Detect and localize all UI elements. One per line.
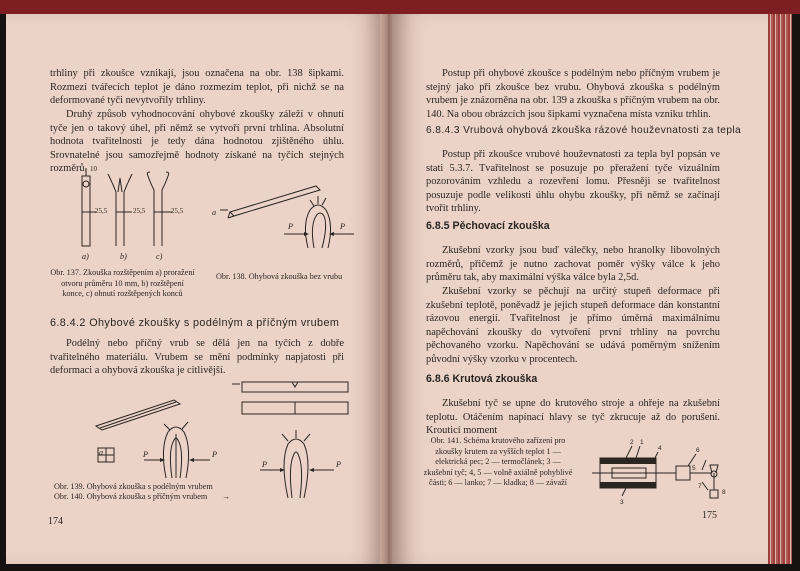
fig137-dim-b: 25,5 [133,207,146,215]
left-page-number: 174 [48,516,63,527]
right-paragraph-3: Zkušební vzorky jsou buď válečky, nebo hranolky libovolných rozměrů, přičemž je nutno zachovat poměr výšky válce k jeho průměru tak, aby maximální výška válce byla 2,5d. [426,245,720,284]
right-heading-686: 6.8.6 Krutová zkouška [426,373,538,385]
fig141-num-8: 8 [722,489,726,496]
fig137-label-c: c) [156,252,163,261]
right-paragraph-4: Zkušební vzorky se pěchují na určitý stupeň deformace při zkušební teplotě, poněvadž je jejich stupeň deformace dán konstantní rázovou energií. Tvařitelnost je přímo úměrná maximálnímu napěchování zkoušky do vytvoření první trhliny na povrchu pěchovaného vzorku. Napěchování se udává poměrným snížením původní výšky vzorku v procentech. [426,286,720,365]
left-paragraph-3: Podélný nebo příčný vrub se dělá jen na tyčích z dobře tvařitelného materiálu. Vrubem se mění podmínky napjatosti při deformaci a ohybová zkouška je citlivější. [50,338,344,377]
right-heading-6843: 6.8.4.3 Vrubová ohybová zkouška rázové houževnatosti za tepla [426,125,742,136]
left-section-heading: 6.8.4.2 Ohybové zkoušky s podélným a příčným vrubem [50,317,340,329]
fig138-label-p1: P [288,222,294,231]
book-cover-top [0,0,800,14]
fig137-label-b: b) [120,252,127,261]
figure-141-caption: Obr. 141. Schéma krutového zařízení pro zkoušky krutem za vyšších teplot 1 — elektrická pec; 2 — termočlánek; 3 — zkušební tyč; 4, 5 — volně axiálně pohyblivé části; 6 — lanko; 7 — kladka; 8 — závaží [423,436,573,488]
fig141-num-3: 3 [620,499,624,506]
fig140-arrow: → [222,492,231,501]
fig139-label-a: a [99,448,104,457]
right-heading-685: 6.8.5 Pěchovací zkouška [426,220,550,232]
fig141-num-7: 7 [698,483,702,490]
right-paragraph-5: Zkušební tyč se upne do krutového stroje a ohřeje na zkušební teplotu. Otáčením napínací hlavy se tyč zkrucuje až do porušení. Krouticí moment [426,398,720,437]
figure-137-caption: Obr. 137. Zkouška rozštěpením a) proražení otvoru průměru 10 mm, b) rozštěpení konce, c) ohnutí rozštěpených konců [50,268,195,299]
figure-140-drawing [230,378,360,508]
fig141-num-2: 2 [630,439,634,446]
left-paragraph-1: trhliny při zkoušce vznikají, jsou označena na obr. 138 šipkami. Rozmezí tvářecích teplot je dáno rozmezím teplot, při nichž se na deformované tyči nevytvořily trhliny. [50,68,344,107]
right-paragraph-1: Postup při ohybové zkoušce s podélným nebo příčným vrubem je stejný jako při zkoušce bez vrubu. Ohybová zkouška s podélným vrubem je znázorněna na obr. 139 a zkouška s příčným vrubem na obr. 140. Na obou obrázcích jsou šipkami vyznačena místa vzniku trhlin. [426,68,720,120]
fig138-label-p2: P [340,222,346,231]
right-paragraph-2: Postup při zkoušce vrubové houževnatosti za tepla byl popsán ve stati 5.3.7. Tvařitelnost se posuzuje po přeražení tyče vizuálním pozorováním vzhledu a rozevření lomu. Přesněji se tvařitelnost posuzuje podle velikosti úhlu ohybu zkoušky, při němž se začínají tvořit trhliny. [426,149,720,215]
figure-138-caption: Obr. 138. Ohybová zkouška bez vrubu [216,272,343,281]
fig137-dim-c: 25,5 [171,207,184,215]
figure-138-drawing [206,174,356,264]
fig141-num-6: 6 [696,447,700,454]
fig141-num-1: 1 [640,439,644,446]
right-page-number: 175 [702,510,717,521]
fig141-num-4: 4 [658,445,662,452]
left-paragraph-2: Druhý způsob vyhodnocování ohybové zkoušky záleží v ohnutí tyče jen o takový úhel, při němž se vytvoří první trhlina. Absolutní hodnota tvařitelnosti je tedy dána hodnotou zjištěného úhlu. Srovnatelné jsou samozřejmě hodnoty získané na tyčích stejných rozměrů. [50,109,344,175]
left-page [6,14,384,564]
fig138-label-a: a [212,208,217,217]
fig140-label-p2: P [336,460,342,469]
fig140-label-p1: P [262,460,268,469]
page-edges [768,14,792,564]
fig137-diameter: 10 [90,165,97,173]
fig139-label-p1: P [143,450,149,459]
fig139-label-p2: P [212,450,218,459]
fig137-label-a: a) [82,252,89,261]
fig137-dim-a: 25,5 [95,207,108,215]
fig141-num-5: 5 [692,465,696,472]
figure-139-drawing [92,386,222,486]
right-page [392,14,768,564]
figure-141-drawing [592,434,742,514]
figure-137-drawing [74,164,184,254]
figure-140-caption: Obr. 140. Ohybová zkouška s příčným vrubem [54,492,208,501]
figure-139-caption: Obr. 139. Ohybová zkouška s podélným vrubem [54,482,213,491]
